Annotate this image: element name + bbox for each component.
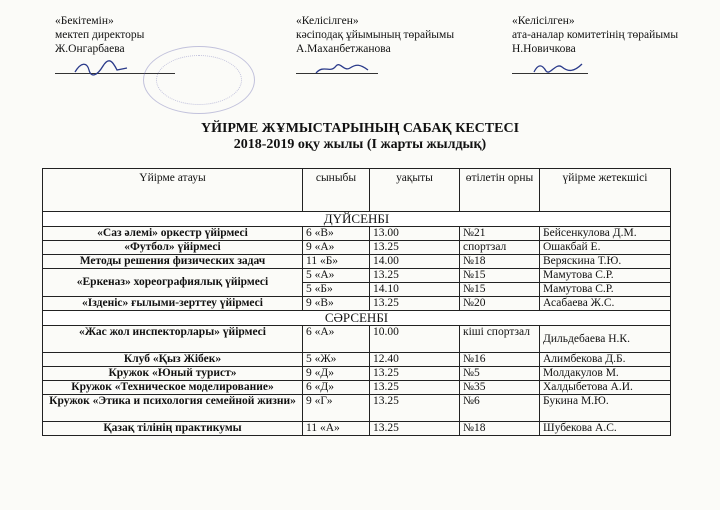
day-label: СӘРСЕНБІ [43, 311, 671, 326]
class-cell: 11 «А» [303, 422, 370, 436]
table-row [43, 367, 671, 381]
club-name-cell: Методы решения физических задач [43, 255, 303, 269]
room-cell: кіші спортзал [460, 326, 540, 353]
day-row-monday [43, 212, 671, 227]
room-cell: №15 [460, 283, 540, 297]
header-leader: үйірме жетекшісі [540, 169, 671, 212]
table-row [43, 353, 671, 367]
round-stamp-icon [143, 46, 255, 114]
document-title [0, 121, 720, 153]
room-cell: №20 [460, 297, 540, 311]
time-cell: 14.00 [370, 255, 460, 269]
leader-cell: Шубекова А.С. [540, 422, 671, 436]
table-row [43, 297, 671, 311]
room-cell: №21 [460, 227, 540, 241]
table-row [43, 269, 671, 283]
table-row [43, 227, 671, 241]
title-main: ҮЙІРМЕ ЖҰМЫСТАРЫНЫҢ САБАҚ КЕСТЕСІ [200, 121, 520, 136]
leader-cell: Букина М.Ю. [540, 395, 671, 422]
approval-union-position: кәсіподақ ұйымының төрайымы [296, 29, 455, 41]
club-name-cell: Клуб «Қыз Жібек» [43, 353, 303, 367]
approval-union [296, 14, 454, 78]
leader-cell: Ошакбай Е. [540, 241, 671, 255]
title-school-year: 2018-2019 оқу жылы (І жарты жылдық) [233, 137, 487, 152]
approval-parents-signature-row [512, 56, 678, 78]
time-cell: 13.25 [370, 422, 460, 436]
club-name-cell: Қазақ тілінің практикумы [43, 422, 303, 436]
club-name-cell: «Саз әлемі» оркестр үйірмесі [43, 227, 303, 241]
approval-block [0, 14, 720, 84]
leader-cell: Веряскина Т.Ю. [540, 255, 671, 269]
club-name-cell: Кружок «Юный турист» [43, 367, 303, 381]
room-cell: №16 [460, 353, 540, 367]
time-cell: 10.00 [370, 326, 460, 353]
class-cell: 9 «Г» [303, 395, 370, 422]
leader-cell: Асабаева Ж.С. [540, 297, 671, 311]
class-cell: 6 «В» [303, 227, 370, 241]
room-cell: №5 [460, 367, 540, 381]
approval-director-label: «Бекітемін» [55, 15, 114, 27]
class-cell: 5 «А» [303, 269, 370, 283]
leader-cell: Халдыбетова А.И. [540, 381, 671, 395]
approval-director [55, 14, 144, 78]
time-cell: 12.40 [370, 353, 460, 367]
club-name-cell: «Ізденіс» ғылыми-зерттеу үйірмесі [43, 297, 303, 311]
time-cell: 13.25 [370, 395, 460, 422]
leader-cell: Мамутова С.Р. [540, 283, 671, 297]
class-cell: 5 «Б» [303, 283, 370, 297]
class-cell: 9 «А» [303, 241, 370, 255]
time-cell: 14.10 [370, 283, 460, 297]
room-cell: №18 [460, 422, 540, 436]
class-cell: 9 «Д» [303, 367, 370, 381]
class-cell: 6 «А» [303, 326, 370, 353]
time-cell: 13.25 [370, 297, 460, 311]
time-cell: 13.25 [370, 381, 460, 395]
leader-cell: Бейсенкулова Д.М. [540, 227, 671, 241]
room-cell: №18 [460, 255, 540, 269]
leader-cell: Алимбекова Д.Б. [540, 353, 671, 367]
table-row [43, 381, 671, 395]
table-row [43, 326, 671, 353]
class-cell: 9 «В» [303, 297, 370, 311]
approval-parents-name: Н.Новичкова [512, 43, 576, 55]
class-cell: 11 «Б» [303, 255, 370, 269]
header-room: өтілетін орны [460, 169, 540, 212]
club-name-cell: «Еркеназ» хореографиялық үйірмесі [43, 269, 303, 297]
table-row [43, 255, 671, 269]
header-class: сыныбы [303, 169, 370, 212]
room-cell: спортзал [460, 241, 540, 255]
club-name-cell: «Футбол» үйірмесі [43, 241, 303, 255]
leader-cell: Дильдебаева Н.К. [540, 326, 671, 353]
handwritten-signature-icon [73, 58, 129, 78]
approval-parents-label: «Келісілген» [512, 15, 575, 27]
table-row [43, 395, 671, 422]
club-name-cell: Кружок «Техническое моделирование» [43, 381, 303, 395]
leader-cell: Мамутова С.Р. [540, 269, 671, 283]
room-cell: №15 [460, 269, 540, 283]
handwritten-signature-icon [530, 58, 586, 78]
handwritten-signature-icon [314, 58, 370, 78]
header-time: уақыты [370, 169, 460, 212]
table-row [43, 422, 671, 436]
approval-director-position: мектеп директоры [55, 29, 145, 41]
time-cell: 13.25 [370, 269, 460, 283]
table-row [43, 241, 671, 255]
room-cell: №6 [460, 395, 540, 422]
approval-director-name: Ж.Онгарбаева [55, 43, 125, 55]
schedule-table [42, 168, 671, 436]
approval-union-label: «Келісілген» [296, 15, 359, 27]
approval-parents-position: ата-аналар комитетінің төрайымы [512, 29, 679, 41]
class-cell: 5 «Ж» [303, 353, 370, 367]
leader-cell: Молдакулов М. [540, 367, 671, 381]
day-row-wednesday [43, 311, 671, 326]
day-label: ДҮЙСЕНБІ [43, 212, 671, 227]
class-cell: 6 «Д» [303, 381, 370, 395]
time-cell: 13.25 [370, 241, 460, 255]
approval-union-signature-row [296, 56, 454, 78]
table-header-row [43, 169, 671, 212]
time-cell: 13.00 [370, 227, 460, 241]
approval-parents [512, 14, 678, 78]
room-cell: №35 [460, 381, 540, 395]
club-name-cell: Кружок «Этика и психология семейной жизни» [43, 395, 303, 422]
club-name-cell: «Жас жол инспекторлары» үйірмесі [43, 326, 303, 353]
header-club-name: Үйірме атауы [43, 169, 303, 212]
approval-union-name: А.Маханбетжанова [296, 43, 391, 55]
approval-director-signature-row [55, 56, 144, 78]
time-cell: 13.25 [370, 367, 460, 381]
